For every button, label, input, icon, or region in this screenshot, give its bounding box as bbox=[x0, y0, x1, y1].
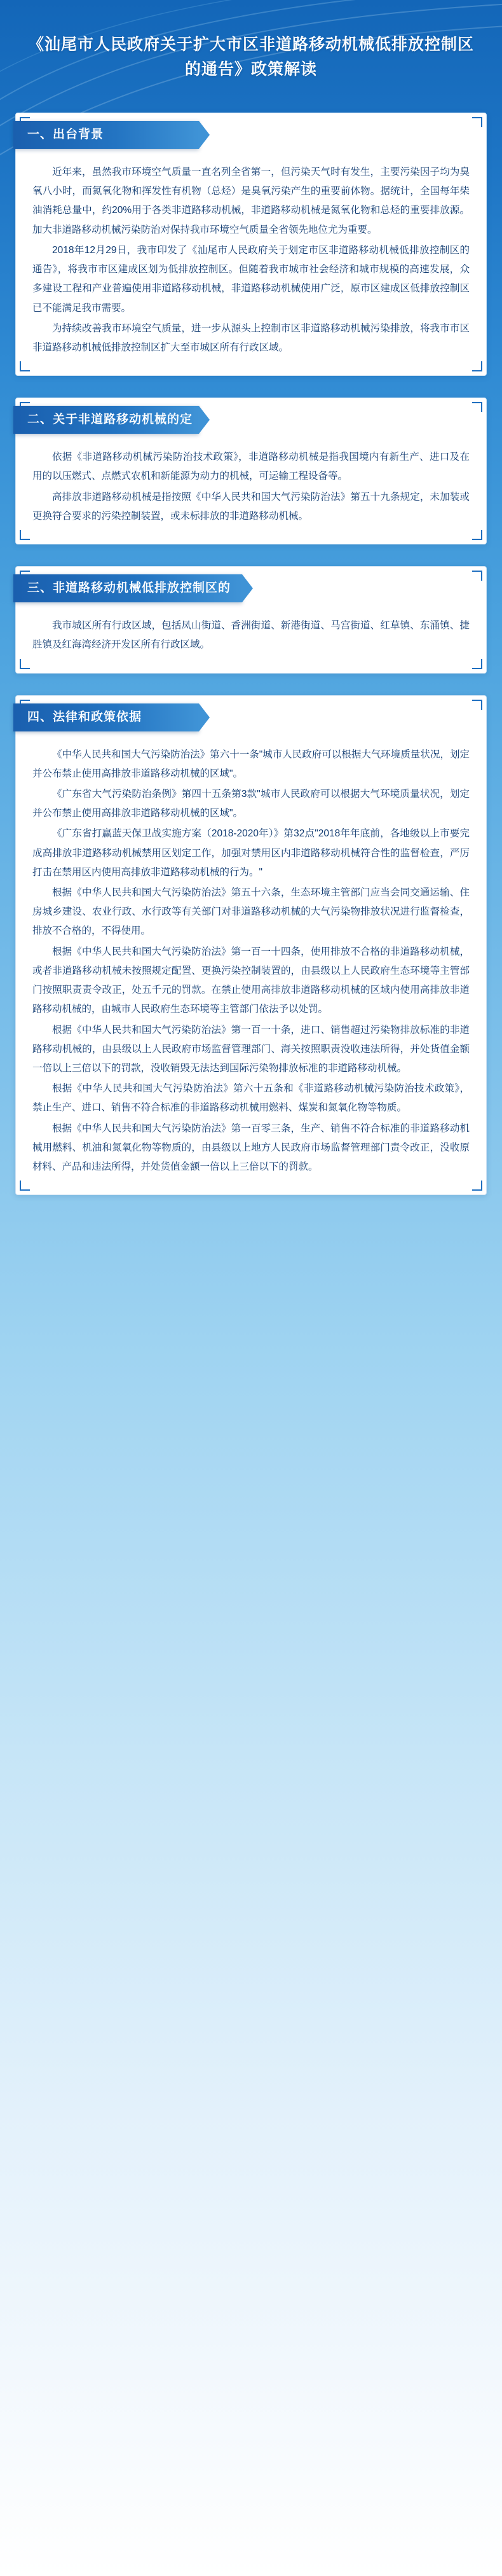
paragraph: 依据《非道路移动机械污染防治技术政策》，非道路移动机械是指我国境内有新生产、进口及在用的以压燃式、点燃式农机和新能源为动力的机械，可运输工程设备等。 bbox=[32, 452, 470, 482]
paragraph: 《中华人民共和国大气污染防治法》第六十一条"城市人民政府可以根据大气环境质量状况，划定并公布禁止使用高排放非道路移动机械的区域"。 bbox=[32, 749, 470, 779]
section-heading-legal-basis bbox=[13, 703, 199, 731]
page-header bbox=[0, 0, 502, 109]
content-area bbox=[0, 109, 502, 1195]
paragraph: 2018年12月29日，我市印发了《汕尾市人民政府关于划定市区非道路移动机械低排放控制区的通告》，将我市市区建成区划为低排放控制区。但随着我市城市社会经济和城市规模的高速发展，众多建设工程和产业普遍使用非道路移动机械，非道路移动机械使用广泛，原市区建成区低排放控制区已不能满足我市需要。 bbox=[32, 244, 470, 314]
corner-mark-bottom-left bbox=[20, 530, 30, 540]
section-heading-label: 一、出台背景 bbox=[27, 128, 104, 141]
corner-mark-top-right bbox=[472, 402, 482, 412]
paragraph: 高排放非道路移动机械是指按照《中华人民共和国大气污染防治法》第五十九条规定，未加装或更换符合要求的污染控制装置，或未标排放的非道路移动机械。 bbox=[32, 491, 470, 522]
section-card-background bbox=[15, 113, 487, 376]
page-title: 《汕尾市人民政府关于扩大市区非道路移动机械低排放控制区的通告》政策解读 bbox=[27, 35, 474, 78]
corner-mark-bottom-left bbox=[20, 659, 30, 669]
corner-mark-bottom-right bbox=[472, 659, 482, 669]
section-heading-label: 四、法律和政策依据 bbox=[27, 710, 142, 724]
paragraph: 《广东省打赢蓝天保卫战实施方案（2018-2020年）》第32点"2018年年底前，各地级以上市要完成高排放非道路移动机械禁用区划定工作，加强对禁用区内非道路移动机械符合性的监督检查，严厉打击在禁用区内使用高排放非道路移动机械的行为。" bbox=[32, 828, 470, 878]
paragraph: 《广东省大气污染防治条例》第四十五条第3款"城市人民政府可以根据大气环境质量状况，划定并公布禁止使用高排放非道路移动机械的区域"。 bbox=[32, 788, 470, 819]
corner-mark-bottom-right bbox=[472, 361, 482, 371]
corner-mark-bottom-right bbox=[472, 1181, 482, 1191]
section-heading-background bbox=[13, 121, 199, 149]
paragraph: 为持续改善我市环境空气质量，进一步从源头上控制市区非道路移动机械污染排放，将我市市区非道路移动机械低排放控制区扩大至市城区所有行政区域。 bbox=[32, 322, 470, 353]
section-heading-scope bbox=[13, 574, 242, 623]
paragraph: 我市城区所有行政区域，包括凤山街道、香洲街道、新港街道、马宫街道、红草镇、东涌镇、捷胜镇及红海湾经济开发区所有行政区域。 bbox=[32, 620, 470, 651]
paragraph: 根据《中华人民共和国大气污染防治法》第六十五条和《非道路移动机械污染防治技术政策》，禁止生产、进口、销售不符合标准的非道路移动机械用燃料、煤炭和氮氧化物等物质。 bbox=[32, 1083, 470, 1114]
section-heading-definition bbox=[13, 406, 199, 455]
section-card-legal-basis bbox=[15, 695, 487, 1196]
corner-mark-bottom-left bbox=[20, 361, 30, 371]
section-card-scope bbox=[15, 566, 487, 673]
corner-mark-top-right bbox=[472, 700, 482, 710]
paragraph: 近年来，虽然我市环境空气质量一直名列全省第一，但污染天气时有发生，主要污染因子均为臭氧八小时，而氮氧化物和挥发性有机物（总烃）是臭氧污染产生的重要前体物。据统计，全国每年柴油消耗总量中，约20%用于各类非道路移动机械，非道路移动机械是氮氧化物和总烃的重要排放源。加大非道路移动机械污染防治对保持我市环境空气质量全省领先地位尤为重要。 bbox=[32, 167, 470, 235]
paragraph: 根据《中华人民共和国大气污染防治法》第一百零三条，生产、销售不符合标准的非道路移动机械用燃料、机油和氮氧化物等物质的，由县级以上地方人民政府市场监督管理部门责令改正，没收原材料、产品和违法所得，并处货值金额一倍以上三倍以下的罚款。 bbox=[32, 1123, 470, 1173]
paragraph: 根据《中华人民共和国大气污染防治法》第一百一十条，进口、销售超过污染物排放标准的非道路移动机械的，由县级以上人民政府市场监督管理部门、海关按照职责没收违法所得，并处货值金额一倍以上三倍以下的罚款，没收销毁无法达到国际污染物排放标准的非道路移动机械。 bbox=[32, 1024, 470, 1074]
corner-mark-top-right bbox=[472, 571, 482, 581]
corner-mark-bottom-left bbox=[20, 1181, 30, 1191]
paragraph: 根据《中华人民共和国大气污染防治法》第五十六条，生态环境主管部门应当会同交通运输、住房城乡建设、农业行政、水行政等有关部门对非道路移动机械的大气污染物排放状况进行监督检查，排放不合格的，不得使用。 bbox=[32, 887, 470, 937]
section-heading-label: 三、非道路移动机械低排放控制区的范围 bbox=[27, 581, 231, 623]
section-heading-label: 二、关于非道路移动机械的定义 bbox=[27, 413, 193, 455]
section-card-definition bbox=[15, 398, 487, 544]
corner-mark-bottom-right bbox=[472, 530, 482, 540]
paragraph: 根据《中华人民共和国大气污染防治法》第一百一十四条，使用排放不合格的非道路移动机械，或者非道路移动机械未按照规定配置、更换污染控制装置的，由县级以上人民政府生态环境等主管部门按照职责责令改正，处五千元的罚款。在禁止使用高排放非道路移动机械的区域内使用高排放非道路移动机械的，由城市人民政府生态环境等主管部门依法予以处罚。 bbox=[32, 946, 470, 1015]
corner-mark-top-right bbox=[472, 117, 482, 127]
